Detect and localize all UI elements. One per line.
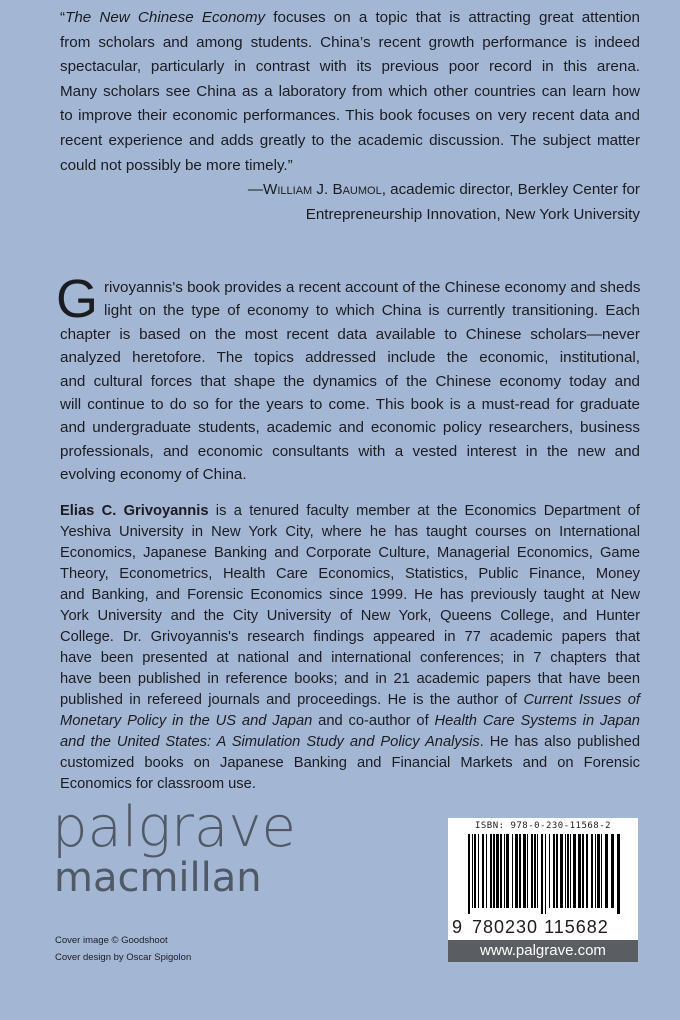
barcode-bar xyxy=(515,834,518,908)
text-line: customized books on Japanese Banking and Financial Markets and on Forensic xyxy=(60,755,640,771)
barcode-digits: 780230 115682 xyxy=(472,917,609,937)
text-segment: Current Issues of xyxy=(523,692,640,708)
text-segment: Monetary Policy in the US and Japan xyxy=(60,713,313,729)
text-line: to improve their economic performances. This book focuses on very recent data and xyxy=(60,107,640,125)
endorsement-quote xyxy=(60,6,640,227)
text-line: have been presented at national and international conferences; in 7 chapters that xyxy=(60,650,640,666)
publisher-logo-palgrave: palgrave xyxy=(52,795,296,860)
barcode-bar xyxy=(537,834,538,908)
text-line: Many scholars see China as a laboratory from which other countries can learn how xyxy=(60,82,640,100)
publisher-logo-macmillan: macmillan xyxy=(54,855,262,901)
barcode-bar xyxy=(597,834,600,908)
barcode-first-digit: 9 xyxy=(452,917,463,937)
barcode-bar xyxy=(549,834,550,908)
text-line: recent experience and adds greatly to the academic discussion. The subject matter xyxy=(60,131,640,149)
barcode-bar xyxy=(474,834,476,908)
barcode-bar xyxy=(591,834,593,908)
text-segment: . He has also published xyxy=(479,734,640,750)
barcode-bars xyxy=(460,834,626,914)
barcode-bar xyxy=(478,834,479,908)
text-line: spectacular, particularly in contrast with its previous poor record in this arena. xyxy=(60,58,640,76)
barcode-bar xyxy=(504,834,505,908)
text-segment: Elias C. Grivoyannis xyxy=(60,503,209,519)
text-segment: , academic director, Berkley Center for xyxy=(381,181,640,199)
barcode-bar xyxy=(490,834,492,908)
barcode-bar xyxy=(506,834,509,908)
text-segment: “ xyxy=(60,9,66,26)
barcode-bar xyxy=(541,834,543,914)
author-bio xyxy=(60,501,640,795)
text-line: light on the type of economy to which China is currently transitioning. Each xyxy=(104,302,640,320)
text-line: College. Dr. Grivoyannis's research findings appeared in 77 academic papers that xyxy=(60,629,640,645)
text-segment: The New Chinese Economy xyxy=(65,9,266,26)
text-line: have been published in reference books; and in 21 academic papers that have been xyxy=(60,671,640,687)
barcode-bar xyxy=(567,834,569,908)
barcode-bar xyxy=(527,834,528,908)
text-segment: Health Care Systems in Japan xyxy=(434,713,640,729)
text-segment: focuses on a topic that is attracting great attention xyxy=(265,9,641,26)
text-line: evolving economy of China. xyxy=(60,466,247,484)
text-line: Entrepreneurship Innovation, New York University xyxy=(305,205,640,223)
book-description xyxy=(56,269,641,487)
barcode-bar xyxy=(500,834,502,908)
text-line: Theory, Econometrics, Health Care Economics, Statistics, Public Finance, Money xyxy=(60,566,640,582)
text-segment: is a tenured faculty member at the Economics Department of xyxy=(208,503,640,519)
text-line: Economics, Japanese Banking and Corporate Culture, Managerial Economics, Game xyxy=(60,545,640,561)
text-line: Economics for classroom use. xyxy=(60,776,256,792)
barcode-bar xyxy=(570,834,571,908)
barcode-bar xyxy=(523,834,526,908)
barcode-bar xyxy=(496,834,499,908)
barcode-bar xyxy=(617,834,620,914)
barcode-bar xyxy=(468,834,470,914)
text-line: could not possibly be more timely.” xyxy=(60,156,293,174)
text-line: York University and the City University of New York, Queens College, and Hunter xyxy=(60,608,640,624)
barcode-bar xyxy=(578,834,581,908)
barcode-bar xyxy=(486,834,487,908)
isbn-barcode xyxy=(448,818,638,962)
text-line xyxy=(60,178,640,203)
cover-design-credit: Cover design by Oscar Spigolon xyxy=(55,952,192,963)
text-line xyxy=(60,690,640,711)
text-line: Yeshiva University in New York City, where he has taught courses on International xyxy=(60,524,640,540)
barcode-bar xyxy=(586,834,588,908)
text-line: and undergraduate students, academic and economic policy researchers, business xyxy=(60,419,640,437)
barcode-bar xyxy=(605,834,608,908)
text-line: chapter is based on the most recent data available to Chinese scholars—never xyxy=(60,325,640,343)
publisher-url: www.palgrave.com xyxy=(448,940,638,962)
text-segment: — xyxy=(247,181,264,199)
barcode-bar xyxy=(565,834,566,908)
barcode-bar xyxy=(595,834,596,908)
text-segment: published in refereed journals and proceedings. He is the author of xyxy=(60,692,524,708)
barcode-bar xyxy=(556,834,558,908)
barcode-bar xyxy=(601,834,602,908)
text-line xyxy=(60,501,640,522)
barcode-bar xyxy=(493,834,495,908)
isbn-label: ISBN: 978-0-230-11568-2 xyxy=(474,821,612,831)
text-line xyxy=(60,6,640,31)
barcode-bar xyxy=(472,834,473,908)
drop-cap: G xyxy=(56,269,99,329)
barcode-bar xyxy=(512,834,513,908)
barcode-bar xyxy=(573,834,576,908)
barcode-bar xyxy=(560,834,563,908)
text-segment: and the United States: A Simulation Study and Policy Analysis xyxy=(60,734,480,750)
text-segment: and co-author of xyxy=(312,713,435,729)
barcode-bar xyxy=(519,834,521,908)
barcode-bar xyxy=(482,834,484,908)
barcode-bar xyxy=(611,834,614,908)
barcode-bar xyxy=(545,834,546,914)
barcode-bar xyxy=(531,834,533,908)
text-line xyxy=(60,732,640,753)
text-segment: William J. Baumol xyxy=(263,181,382,199)
cover-image-credit: Cover image © Goodshoot xyxy=(55,935,168,946)
text-line: will continue to do so for the years to come. This book is a must-read for graduate xyxy=(60,396,640,414)
text-line: analyzed heretofore. The topics addressed include the economic, institutional, xyxy=(60,349,640,367)
text-line: and cultural forces that shape the dynamics of the Chinese economy today and xyxy=(60,372,640,390)
text-line: professionals, and economic consultants with a vested interest in the new and xyxy=(60,442,640,460)
text-line: and Banking, and Forensic Economics since 1999. He has previously taught at New xyxy=(60,587,640,603)
barcode-bar xyxy=(534,834,536,908)
text-line: from scholars and among students. China’s recent growth performance is indeed xyxy=(60,33,640,51)
barcode-bar xyxy=(582,834,584,908)
text-line xyxy=(60,711,640,732)
text-line: rivoyannis's book provides a recent account of the Chinese economy and sheds xyxy=(104,279,641,296)
barcode-bar xyxy=(553,834,555,908)
